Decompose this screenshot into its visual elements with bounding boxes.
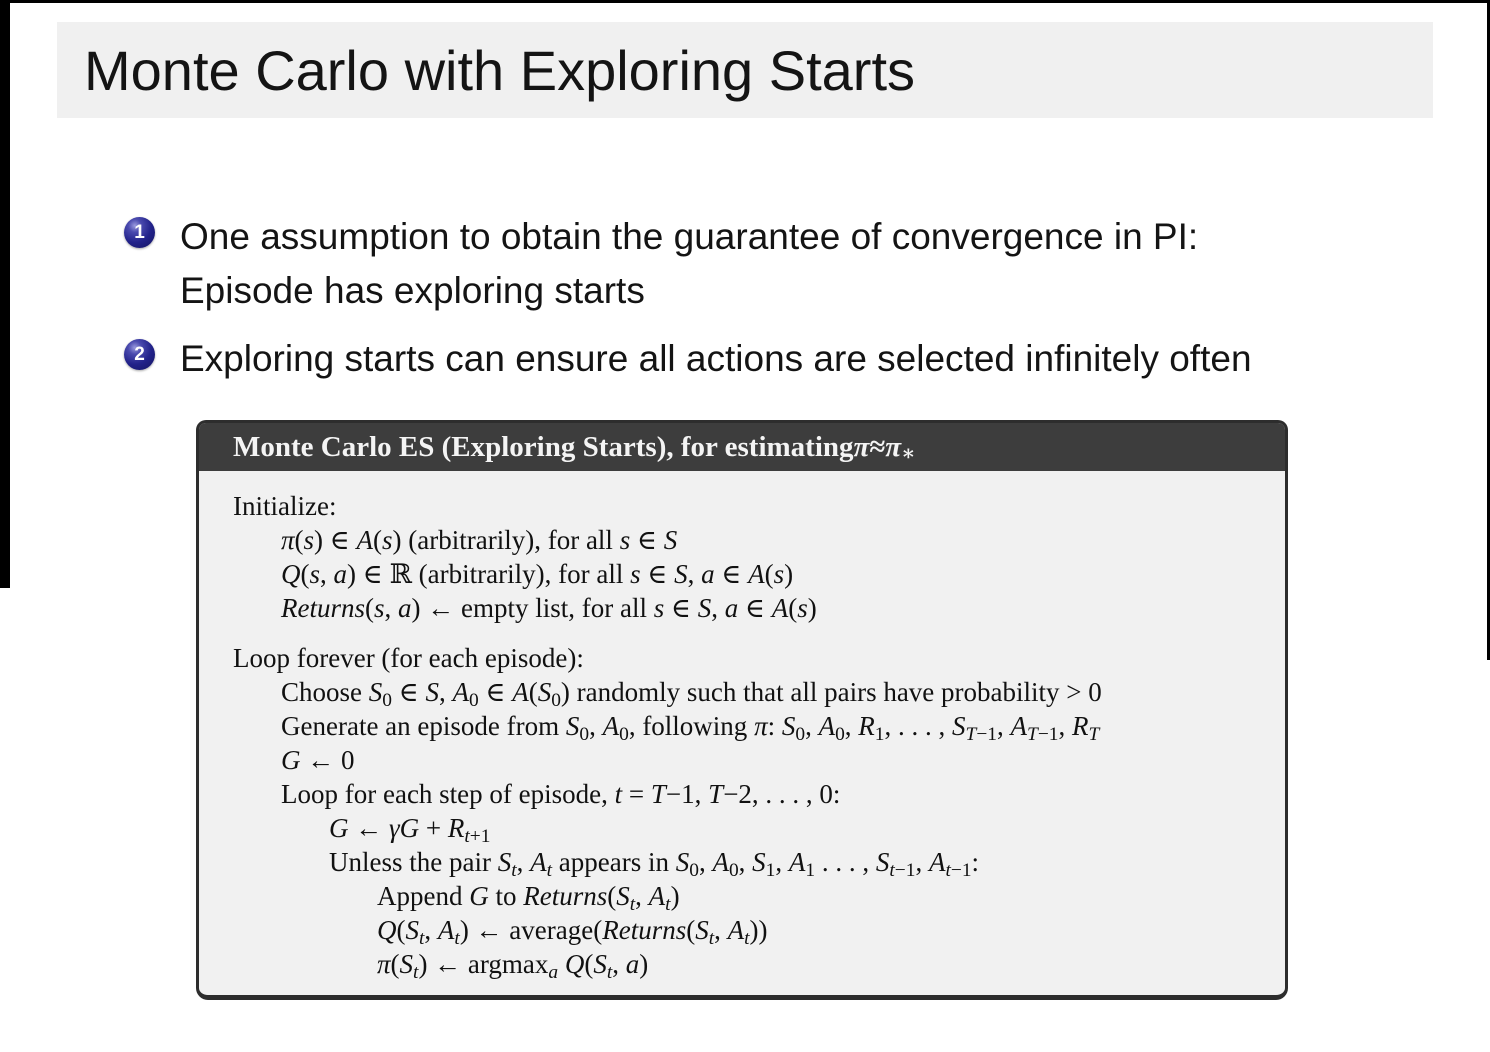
bullet-ball-icon [124,339,155,370]
algorithm-line: Initialize: [233,491,337,521]
algorithm-line: Unless the pair $S_t$, $A_t$ appears in $S_0$, $A_0$, $S_1$, $A_1$ . . . , $S_{t-1}$, $A_{t-1}$: [329,847,980,882]
slide-title: Monte Carlo with Exploring Starts [84,38,916,102]
bullet-text-line: Exploring starts can ensure all actions are selected infinitely often [180,338,1252,379]
algorithm-line: Loop for each step of episode, t = T−1, T−2, . . . , 0: [281,779,841,809]
bullet-number: 2 [134,344,145,365]
bullet-list [124,210,1444,400]
algorithm-line: Append G to $Returns(S_t$, $A_t$) [377,881,680,916]
algorithm-line: G ← $\gamma G + R_{t+1}$ [329,813,491,848]
algorithm-line: Q(s, a) ∈ ℝ (arbitrarily), for all s ∈ S, a ∈ A(s) [281,559,794,589]
slide-frame-top-edge [0,0,1490,3]
algorithm-box-header: Monte Carlo ES (Exploring Starts), for estimating π ≈ π $_∗$ [199,423,1285,471]
bullet-text [180,210,1198,318]
algorithm-line: π(s) ∈ A(s) (arbitrarily), for all s ∈ S [281,525,678,555]
algorithm-line: Choose $S_0$ ∈ S, $A_0$ ∈ $A(S_0)$ randomly such that all pairs have probability > 0 [281,677,1102,712]
bullet-number: 1 [134,222,145,243]
algorithm-line: Returns(s, a) ← empty list, for all s ∈ S, a ∈ A(s) [281,593,817,623]
algorithm-line: Loop forever (for each episode): [233,643,584,673]
algorithm-box-body [199,471,1285,995]
algorithm-box [196,420,1288,1000]
bullet-item-1 [124,210,1444,318]
bullet-ball-icon [124,217,155,248]
slide-frame-left-edge [0,0,10,588]
algorithm-line: Generate an episode from $S_0$, $A_0$, following π: $S_0$, $A_0$, $R_1$, . . . , $S_{T-1}$, $A_{T-1}$, $R_T$ [281,711,1100,746]
algorithm-line: $Q(S_t$, $A_t$) ← $average(Returns(S_t$, $A_t$)) [377,915,768,950]
algorithm-line: G ← 0 [281,745,355,775]
title-bar [57,22,1433,118]
algorithm-line: $\pi(S_t)$ ← argmax$_a$ $Q(S_t$, a) [377,949,649,984]
bullet-item-2 [124,332,1444,386]
bullet-text-line: One assumption to obtain the guarantee of convergence in PI: [180,216,1199,257]
bullet-text [180,332,1252,386]
bullet-text-line: Episode has exploring starts [180,270,645,311]
